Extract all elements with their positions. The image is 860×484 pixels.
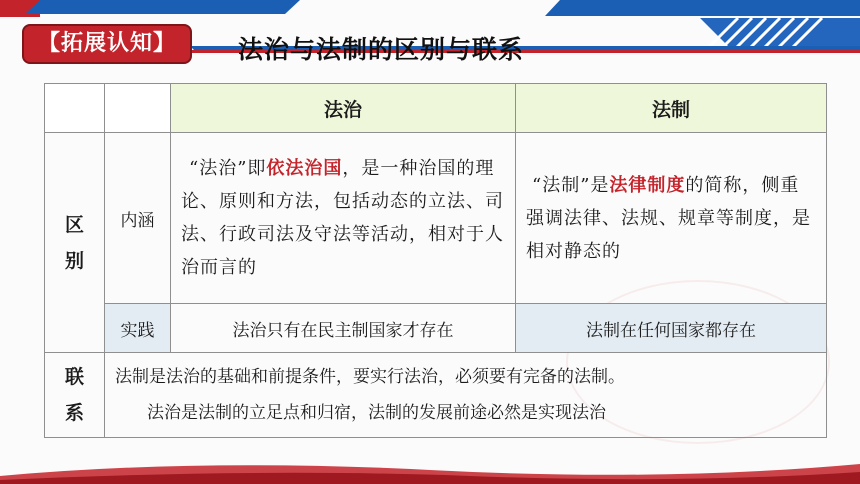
corner-cell: [105, 84, 171, 133]
bottom-wave: [0, 454, 860, 484]
row-label-text: 联系: [64, 366, 84, 424]
table-row: [45, 304, 827, 353]
fazhi-def-b: ，是一种治国的理论、原则和方法，包括动态的立法、司法、行政司法及守法等活动，相对于人治而言的: [181, 158, 504, 278]
lianxi-line-1: 法制是法治的基础和前提条件，要实行法治，必须要有完备的法制。: [115, 367, 625, 387]
section-badge: 【拓展认知】: [22, 24, 192, 64]
header-fazhi: 法治: [171, 84, 516, 133]
fazhi-practice: 法治只有在民主制国家才存在: [171, 304, 516, 353]
header-fazhi2: 法制: [516, 84, 827, 133]
fazhi2-definition: [516, 133, 827, 304]
row-label-text: 区别: [64, 213, 84, 272]
fazhi2-def-b: 的简称，侧重强调法律、法规、规章等制度，是相对静态的: [526, 174, 811, 262]
comparison-table: [44, 83, 827, 438]
fazhi2-practice: 法制在任何国家都存在: [516, 304, 827, 353]
row-label-shijian: 实践: [105, 304, 171, 353]
corner-cell: [45, 84, 105, 133]
table-row: [45, 133, 827, 304]
lianxi-content: [105, 353, 827, 438]
fazhi-definition: [171, 133, 516, 304]
fazhi-def-a: “法治”即: [189, 158, 267, 179]
fazhi-def-highlight: 依法治国: [266, 158, 343, 179]
fazhi2-def-a: “法制”是: [532, 174, 610, 196]
page-title: 法治与法制的区别与联系: [238, 35, 525, 64]
lianxi-line-2: 法治是法制的立足点和归宿，法制的发展前途必然是实现法治: [147, 403, 606, 423]
row-label-lianxi: [45, 353, 105, 438]
row-label-qubie: [45, 133, 105, 353]
row-label-neihan: 内涵: [105, 133, 171, 304]
fazhi2-def-highlight: 法律制度: [609, 174, 686, 196]
table-row: [45, 353, 827, 438]
table-header-row: [45, 84, 827, 133]
